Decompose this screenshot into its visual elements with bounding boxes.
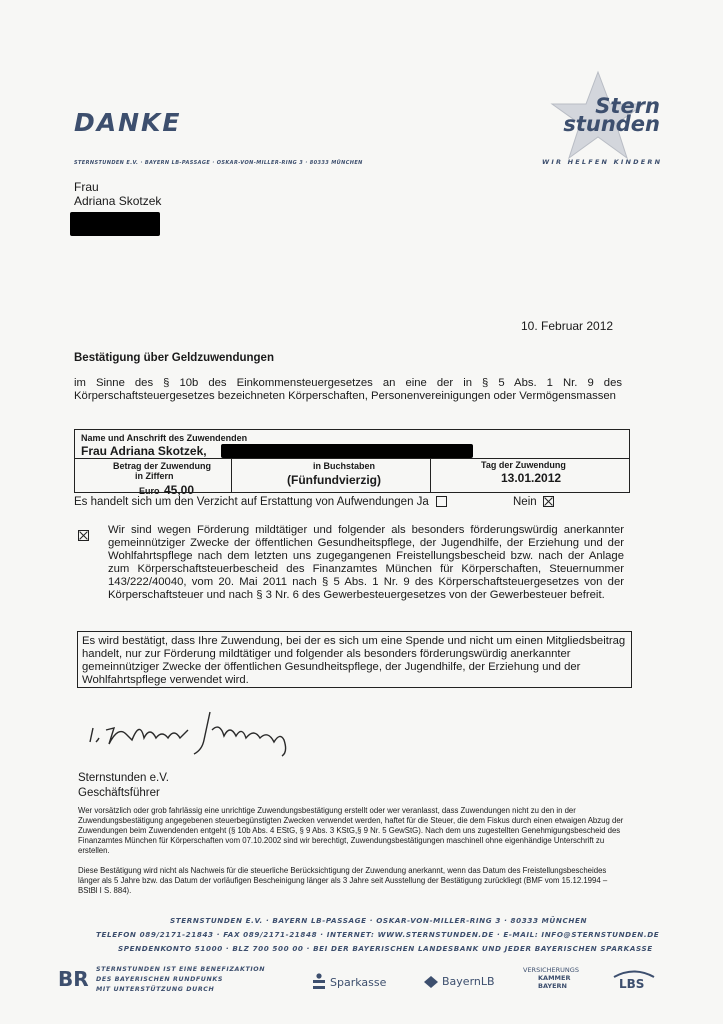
footer-contact: TELEFON 089/2171-21843 · FAX 089/2171-21848 · INTERNET: WWW.STERNSTUNDEN.DE · E-MAIL: INFO@STERNSTUNDEN.DE xyxy=(96,930,660,939)
thank-you-title: DANKE xyxy=(74,108,182,137)
bayernlb-label: BayernLB xyxy=(442,975,495,988)
confirmation-box xyxy=(77,631,632,688)
donation-table xyxy=(74,429,630,497)
letter-date: 10. Februar 2012 xyxy=(521,319,614,333)
table-divider xyxy=(430,459,431,492)
page-title: Bestätigung über Geldzuwendungen xyxy=(74,352,274,364)
purpose-paragraph: Wir sind wegen Förderung mildtätiger und folgender als besonders förderungswürdig anerkannter gemeinnütziger Zwecke der öffentlichen Gesundheitspflege, der Jugendhilfe, der Erziehung und der Wohlfahrtspflege nach dem letzten uns zugegangenen Freistellungsbescheid bzw. nach der Anlage zum Körperschaftsteuerbescheid des Finanzamtes München für Körperschaften, Steuernummer 143/222/40040, vom 20. Mai 2011 nach § 5 Abs. 1 Nr. 9 des Körperschaftsteuergesetzes von der Körperschaftsteuer und nach § 3 Nr. 6 des Gewerbesteuergesetzes von der Gewerbesteuer befreit. xyxy=(108,524,624,601)
diamond-icon xyxy=(424,976,438,988)
waiver-no-label: Nein xyxy=(513,496,537,508)
redacted-address xyxy=(70,212,160,236)
waiver-question-text: Es handelt sich um den Verzicht auf Erstattung von Aufwendungen Ja xyxy=(74,496,429,508)
bayernlb-logo xyxy=(424,975,495,988)
intro-paragraph: im Sinne des § 10b des Einkommensteuergesetzes an eine der in § 5 Abs. 1 Nr. 9 des Körperschaftsteuergesetzes bezeichneten Körperschaften, Personenvereinigungen oder Vermögensmassen xyxy=(74,377,622,402)
vk-line-3: BAYERN xyxy=(538,982,567,990)
waiver-no-checkbox[interactable] xyxy=(543,496,554,507)
logo-word-stunden: stunden xyxy=(563,112,660,136)
br-logo: BR xyxy=(58,967,89,991)
waiver-yes-checkbox[interactable] xyxy=(436,496,447,507)
handwritten-signature xyxy=(84,700,304,760)
donor-name: Frau Adriana Skotzek, xyxy=(81,444,207,458)
logo-slogan: WIR HELFEN KINDERN xyxy=(542,158,663,166)
sparkasse-logo xyxy=(313,973,386,991)
sternstunden-logo xyxy=(530,70,670,170)
redacted-donor-address xyxy=(221,444,473,458)
recipient-name: Adriana Skotzek xyxy=(74,194,162,208)
donation-date: 13.01.2012 xyxy=(501,471,562,485)
amount-sublabel: in Ziffern xyxy=(135,471,174,481)
footer-address: STERNSTUNDEN E.V. · BAYERN LB-PASSAGE · OSKAR-VON-MILLER-RING 3 · 80333 MÜNCHEN xyxy=(170,916,588,925)
waiver-question xyxy=(74,496,447,508)
signature-role: Geschäftsführer xyxy=(78,787,160,799)
lbs-label: LBS xyxy=(619,977,645,991)
donor-row xyxy=(75,430,629,459)
initiative-line-2: DES BAYERISCHEN RUNDFUNKS xyxy=(96,976,224,983)
amount-in-words: (Fünfundvierzig) xyxy=(287,473,381,487)
confirmation-text: Es wird bestätigt, dass Ihre Zuwendung, bei der es sich um eine Spende und nicht um einen Mitgliedsbeitrag handelt, nur zur Förderung mildtätiger und folgender als besonders förderungswürdig anerkannter gemeinnütziger Zwecke der öffentlichen Gesundheitspflege, der Jugendhilfe, der Erziehung und der Wohlfahrtspflege verwendet wird. xyxy=(82,635,626,686)
recipient-salutation: Frau xyxy=(74,180,99,194)
sparkasse-label: Sparkasse xyxy=(330,975,387,989)
amount-currency: Euro xyxy=(139,486,160,496)
sparkasse-icon xyxy=(313,973,325,991)
amount-label: Betrag der Zuwendung xyxy=(113,461,212,471)
lbs-logo xyxy=(612,968,656,994)
legal-notice-2: Diese Bestätigung wird nicht als Nachweis für die steuerliche Berücksichtigung der Zuwendung anerkannt, wenn das Datum des Freistellungsbescheides länger als 5 Jahre bzw. das Datum der vorläufigen Bescheinigung länger als 3 Jahre seit Ausstellung der Bestätigung zurückliegt (BMF vom 15.12.1994 – BStBl I S. 884). xyxy=(78,866,608,895)
logo-word-stern: Stern xyxy=(595,94,660,118)
initiative-line-3: MIT UNTERSTÜTZUNG DURCH xyxy=(96,986,215,993)
purpose-checkbox[interactable] xyxy=(78,530,89,541)
signature-org: Sternstunden e.V. xyxy=(78,772,170,784)
versicherungskammer-logo xyxy=(523,966,579,990)
legal-notice-1: Wer vorsätzlich oder grob fahrlässig eine unrichtige Zuwendungsbestätigung erstellt oder wer veranlasst, dass Zuwendungen nicht zu den in der Zuwendungsbestätigung angegebenen steuerbegünstigten Zwecken verwendet werden, haftet für die Steuer, die dem Fiskus durch einen etwaigen Abzug der Zuwendungen beim Zuwendenden entgeht (§ 10b Abs. 4 EStG, § 9 Abs. 3 KStG,§ 9 Nr. 5 GewStG). Nach dem uns zugestellten Genehmigungsbescheid des Finanzamtes München für Körperschaften vom 07.10.2002 sind wir berechtigt, Zuwendungsbestätigungen maschinell ohne eigenhändige Unterschrift zu erstellen. xyxy=(78,806,624,855)
sender-address-line: STERNSTUNDEN E.V. · BAYERN LB-PASSAGE · OSKAR-VON-MILLER-RING 3 · 80333 MÜNCHEN xyxy=(74,160,363,166)
initiative-line-1: STERNSTUNDEN IST EINE BENEFIZAKTION xyxy=(96,966,266,973)
table-divider xyxy=(231,459,232,492)
donor-label: Name und Anschrift des Zuwendenden xyxy=(81,433,248,443)
footer-bank: SPENDENKONTO 51000 · BLZ 700 500 00 · BEI DER BAYERISCHEN LANDESBANK UND JEDER BAYERISCHEN SPARKASSE xyxy=(118,944,653,953)
waiver-no xyxy=(513,496,554,508)
vk-line-2: KAMMER xyxy=(538,974,571,982)
amount-value: 45,00 xyxy=(163,483,194,497)
donation-date-label: Tag der Zuwendung xyxy=(481,460,566,470)
words-label: in Buchstaben xyxy=(313,461,376,471)
vk-line-1: VERSICHERUNGS xyxy=(523,966,579,974)
